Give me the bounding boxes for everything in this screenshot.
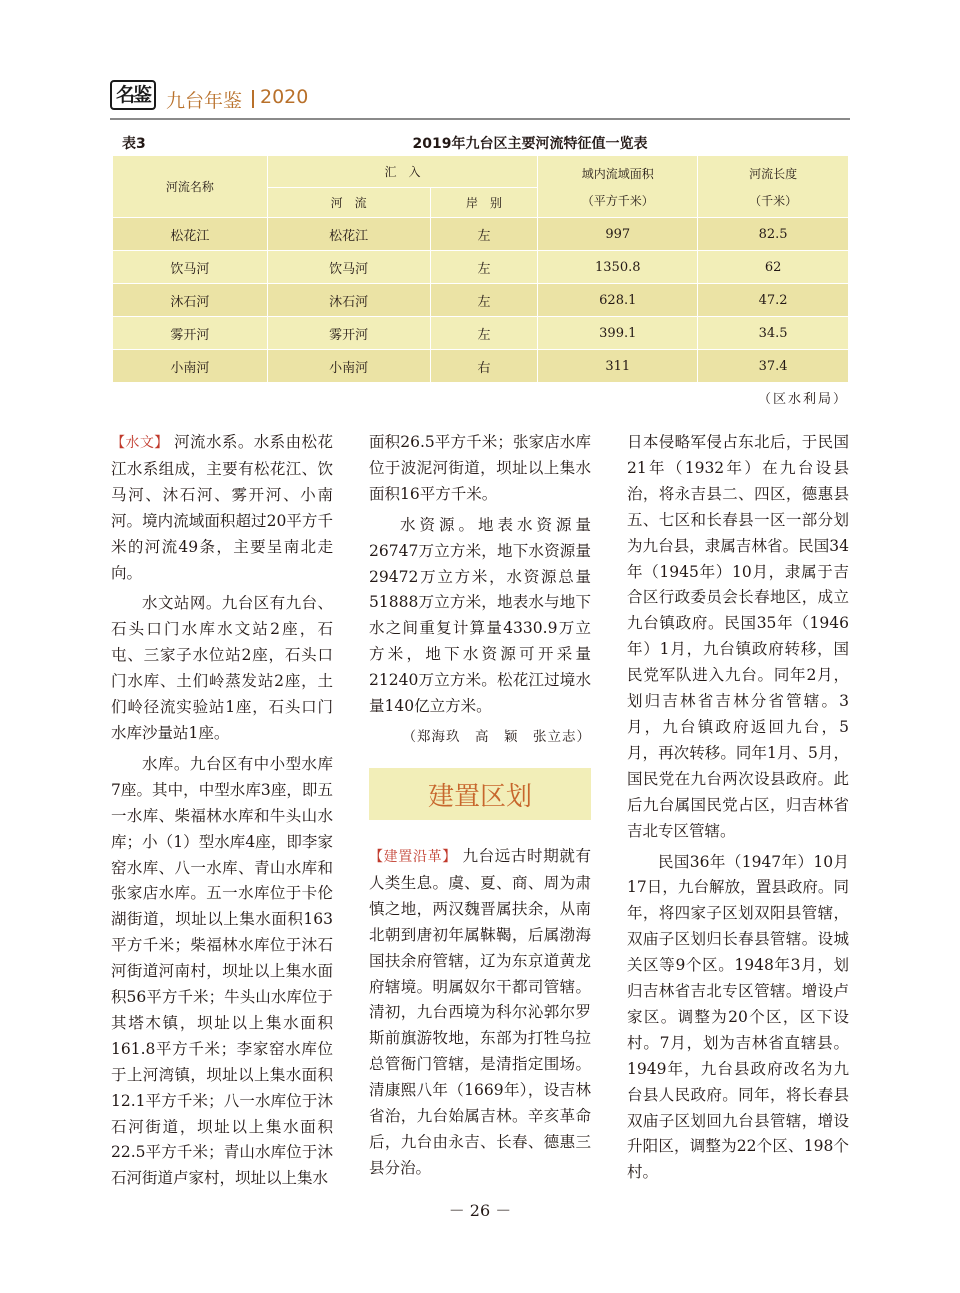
- table-row: [113, 350, 849, 383]
- cell-name: 松花江: [113, 218, 268, 251]
- header-separator: [252, 90, 254, 108]
- cell-area: 628.1: [538, 284, 698, 317]
- cell-name: 沐石河: [113, 284, 268, 317]
- page-number: － 26 －: [448, 1201, 512, 1220]
- cell-area: 997: [538, 218, 698, 251]
- cell-bank: 右: [430, 350, 538, 383]
- cell-length: 37.4: [698, 350, 849, 383]
- table-row: [113, 218, 849, 251]
- header-inflow-bank: 岸 别: [430, 188, 538, 218]
- cell-bank: 左: [430, 218, 538, 251]
- header-inflow-river: 河 流: [267, 188, 430, 218]
- text-column-2: [369, 430, 591, 751]
- paragraph-text: 九台远古时期就有人类生息。虞、夏、商、周为肃慎之地，两汉魏晋属扶余，从南北朝到唐初年属靺鞨，后属渤海国扶余府管辖，辽为东京道黄龙府辖境。明属奴尔干都司管辖。清初，九台西境为科尔沁郭尔罗斯前旗游牧地，东部为打牲乌拉总管衙门管辖，是清指定围场。清康熙八年（1669年），设吉林省治，九台始属吉林。辛亥革命后，九台由永吉、长春、德惠三县分治。: [369, 847, 591, 1177]
- cell-name: 雾开河: [113, 317, 268, 350]
- paragraph-liberation: 民国36年（1947年）10月17日，九台解放，置县政府。同年，将四家子区划双阳县管辖，双庙子区划归长春县管辖。设城关区等9个区。1948年3月，划归吉林省吉北专区管辖。增设卢家区。调整为20个区，区下设村。7月，划为吉林省直辖县。1949年，九台县政府改名为九台县人民政府。同年，将长春县双庙子区划回九台县管辖，增设升阳区，调整为22个区、198个村。: [627, 852, 849, 1182]
- cell-area: 399.1: [538, 317, 698, 350]
- table-number: 表3: [122, 136, 146, 152]
- header-title: 九台年鉴: [166, 90, 243, 112]
- section-tag-history: 【建置沿革】: [369, 849, 457, 865]
- cell-bank: 左: [430, 284, 538, 317]
- cell-length: 62: [698, 251, 849, 284]
- text-column-3: [627, 430, 849, 1191]
- cell-name: 饮马河: [113, 251, 268, 284]
- cell-river: 饮马河: [267, 251, 430, 284]
- header-area-label: 域内流域面积: [581, 166, 654, 181]
- table-row: [113, 317, 849, 350]
- header-river-name: 河流名称: [113, 156, 268, 218]
- text-column-1: [111, 430, 333, 1197]
- section-title: 建置区划: [427, 782, 532, 812]
- cell-river: 松花江: [267, 218, 430, 251]
- header-rule: [110, 118, 850, 120]
- authors: （郑海玖 高 颖 张立志）: [402, 728, 591, 745]
- paragraph-history-cont: 日本侵略军侵占东北后，于民国21年（1932年）在九台设县治，将永吉县二、四区，德惠县五、七区和长春县一区一部分划为九台县，隶属吉林省。民国34年（1945年）10月，隶属于吉合区行政委员会长春地区，成立九台镇政府。民国35年（1946年）1月，九台镇政府转移，国民党军队进入九台。同年2月，划归吉林省吉林分省管辖。3月，九台镇政府返回九台，5月，再次转移。同年1月、5月，国民党在九台两次设县政府。此后九台属国民党占区，归吉林省吉北专区管辖。: [627, 433, 849, 840]
- header-inflow: 汇 入: [267, 156, 538, 188]
- page-header: [110, 76, 850, 118]
- paragraph-hydrology: [111, 430, 333, 586]
- table-row: [113, 251, 849, 284]
- table-row: [113, 284, 849, 317]
- section-tag-hydrology: 【水文】: [111, 435, 169, 451]
- cell-river: 沐石河: [267, 284, 430, 317]
- paragraph-history: [369, 844, 591, 1182]
- paragraph-reservoirs-cont: 面积26.5平方千米；张家店水库位于波泥河街道，坝址以上集水面积16平方千米。: [369, 433, 591, 503]
- header-area-unit: （平方千米）: [581, 193, 654, 208]
- table-source: （区水利局）: [757, 392, 848, 407]
- header-length: [698, 156, 849, 218]
- cell-river: 小南河: [267, 350, 430, 383]
- cell-bank: 左: [430, 317, 538, 350]
- header-area: [538, 156, 698, 218]
- paragraph-water-resources: 水资源。地表水资源量26747万立方米，地下水资源量29472万立方米，水资源总量51888万立方米，地表水与地下水之间重复计算量4330.9万立方米，地下水资源可开采量21240万立方米。松花江过境水量140亿立方米。: [369, 515, 591, 716]
- cell-name: 小南河: [113, 350, 268, 383]
- river-table: [112, 155, 849, 383]
- header-length-label: 河流长度: [749, 166, 798, 181]
- yearbook-logo: 名鉴: [110, 80, 156, 110]
- text-column-2-lower: [369, 844, 591, 1182]
- section-banner: [369, 768, 591, 820]
- cell-length: 82.5: [698, 218, 849, 251]
- cell-area: 1350.8: [538, 251, 698, 284]
- cell-length: 34.5: [698, 317, 849, 350]
- cell-bank: 左: [430, 251, 538, 284]
- paragraph-stations: 水文站网。九台区有九台、石头口门水库水文站2座，石屯、三家子水位站2座，石头口门水库、土们岭蒸发站2座，土们岭径流实验站1座，石头口门水库沙量站1座。: [111, 594, 333, 742]
- table-title: 2019年九台区主要河流特征值一览表: [412, 136, 648, 152]
- paragraph-reservoirs: 水库。九台区有中小型水库7座。其中，中型水库3座，即五一水库、柴福林水库和牛头山水库；小（1）型水库4座，即李家窑水库、八一水库、青山水库和张家店水库。五一水库位于卡伦湖街道，坝址以上集水面积163平方千米；柴福林水库位于沐石河街道河南村，坝址以上集水面积56平方千米；牛头山水库位于其塔木镇，坝址以上集水面积161.8平方千米；李家窑水库位于上河湾镇，坝址以上集水面积12.1平方千米；八一水库位于沐石河街道，坝址以上集水面积22.5平方千米；青山水库位于沐石河街道卢家村，坝址以上集水: [111, 754, 333, 1188]
- header-length-unit: （千米）: [749, 193, 798, 208]
- paragraph-text: 河流水系。水系由松花江水系组成，主要有松花江、饮马河、沐石河、雾开河、小南河。境内流域面积超过20平方千米的河流49条，主要呈南北走向。: [111, 433, 333, 582]
- cell-length: 47.2: [698, 284, 849, 317]
- cell-river: 雾开河: [267, 317, 430, 350]
- cell-area: 311: [538, 350, 698, 383]
- header-year: 2020: [260, 86, 309, 108]
